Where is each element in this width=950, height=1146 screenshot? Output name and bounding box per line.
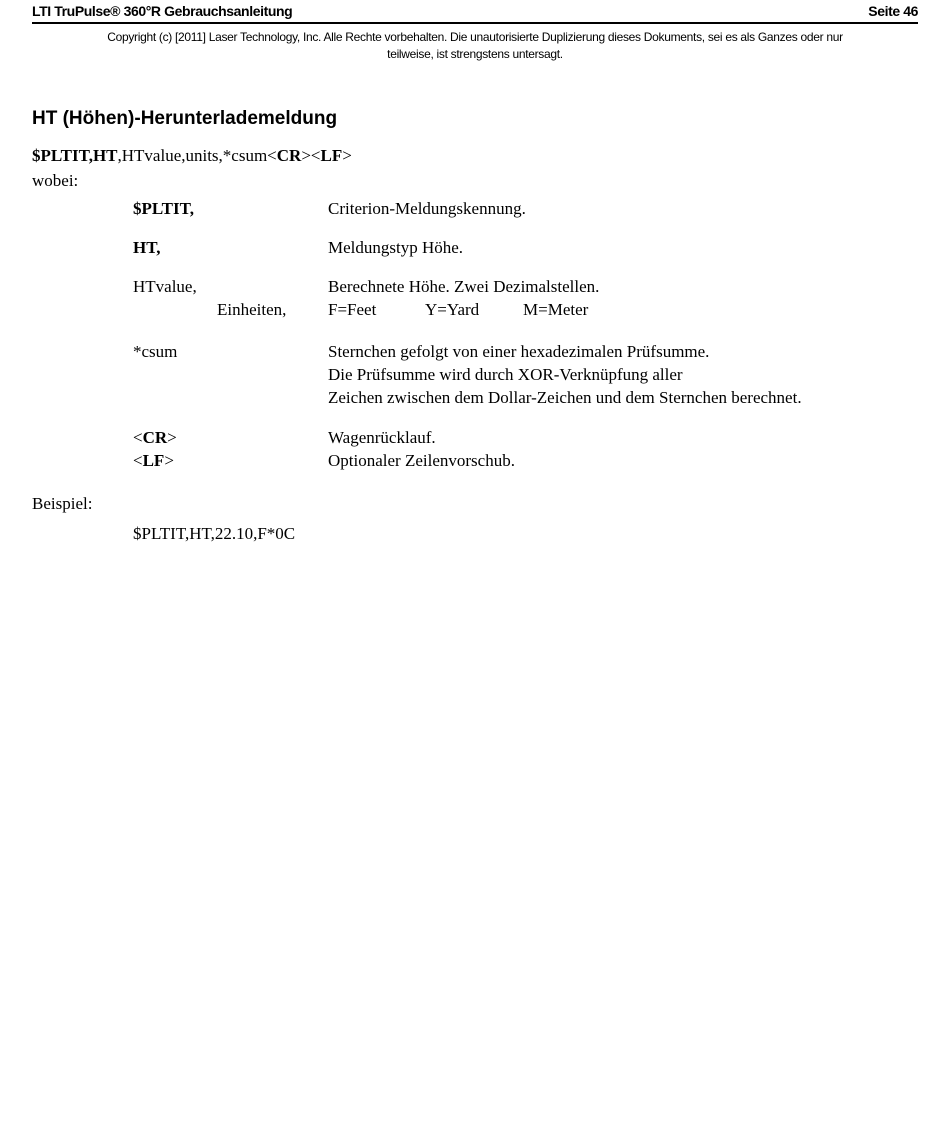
syntax-end: > (342, 146, 352, 165)
field-desc-csum-1: Sternchen gefolgt von einer hexadezimalen Prüfsumme. (328, 342, 710, 361)
field-desc-pltit: Criterion-Meldungskennung. (328, 199, 526, 218)
field-term-csum: *csum (133, 342, 178, 361)
example-label: Beispiel: (32, 494, 93, 513)
lf-term: LF (142, 451, 165, 470)
page-header (32, 0, 918, 24)
field-term-ht: HT, (133, 238, 161, 257)
message-syntax (32, 146, 352, 166)
unit-yard: Y=Yard (425, 300, 480, 319)
field-desc-lf: Optionaler Zeilenvorschub. (328, 451, 515, 470)
field-term-units: Einheiten, (217, 300, 287, 319)
field-desc-htvalue: Berechnete Höhe. Zwei Dezimalstellen. (328, 277, 600, 296)
copyright-line-2: teilweise, ist strengstens untersagt. (387, 47, 563, 61)
example-value: $PLTIT,HT,22.10,F*0C (133, 524, 296, 543)
field-term-htvalue: HTvalue, (133, 277, 197, 296)
syntax-ht: HT (92, 146, 118, 165)
copyright-notice (32, 29, 918, 63)
unit-feet: F=Feet (328, 300, 377, 319)
field-term-pltit: $PLTIT, (133, 199, 194, 218)
unit-meter: M=Meter (523, 300, 589, 319)
syntax-fields: ,HTvalue,units,*csum< (117, 146, 277, 165)
field-term-lf (133, 451, 174, 471)
cr-term: CR (142, 428, 168, 447)
field-desc-cr: Wagenrücklauf. (328, 428, 436, 447)
field-desc-csum-3: Zeichen zwischen dem Dollar-Zeichen und dem Sternchen berechnet. (328, 388, 802, 407)
lf-gt: > (164, 451, 174, 470)
cr-lt: < (133, 428, 143, 447)
lf-lt: < (133, 451, 143, 470)
field-desc-csum-2: Die Prüfsumme wird durch XOR-Verknüpfung aller (328, 365, 683, 384)
field-desc-ht: Meldungstyp Höhe. (328, 238, 464, 257)
syntax-cr: CR (276, 146, 302, 165)
copyright-line-1: Copyright (c) [2011] Laser Technology, Inc. Alle Rechte vorbehalten. Die unautorisierte Duplizierung dieses Dokuments, sei es als Ganzes oder nur (107, 30, 843, 44)
document-title: LTI TruPulse® 360°R Gebrauchsanleitung (32, 3, 293, 19)
cr-gt: > (167, 428, 177, 447)
wobei-label: wobei: (32, 171, 79, 190)
page-number: Seite 46 (868, 3, 918, 19)
syntax-pltit: $PLTIT, (32, 146, 93, 165)
syntax-lf: LF (320, 146, 343, 165)
syntax-sep: >< (301, 146, 321, 165)
section-heading: HT (Höhen)-Herunterlademeldung (32, 108, 338, 129)
field-term-cr (133, 428, 177, 448)
